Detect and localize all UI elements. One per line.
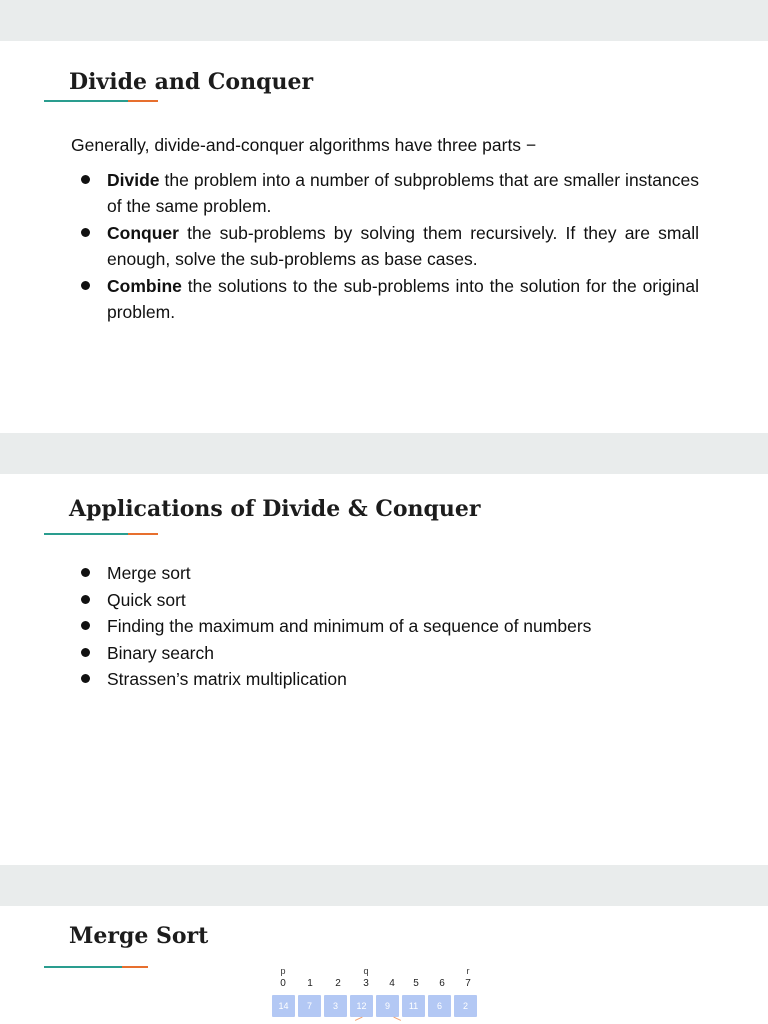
term-description: the sub-problems by solving them recursively. If they are small enough, solve the sub-problems as base cases. (107, 222, 699, 270)
slide-title: Divide and Conquer (69, 69, 314, 95)
array-index: 6 (439, 978, 445, 989)
term-divide: Divide (107, 170, 160, 190)
array-index: 7 (465, 978, 471, 989)
list-item (79, 587, 699, 614)
applications-list (79, 560, 699, 693)
list-item-divide (79, 167, 699, 220)
bullet-icon (81, 621, 90, 630)
pointer-label-p: p (280, 966, 286, 976)
array-cell: 12 (350, 995, 373, 1017)
term-description: the solutions to the sub-problems into the solution for the original problem. (107, 275, 699, 323)
array-cell: 9 (376, 995, 399, 1017)
list-item-label: Binary search (107, 642, 214, 663)
array-cell: 3 (324, 995, 347, 1017)
title-underline (44, 533, 158, 535)
slide-gap (0, 865, 768, 906)
array-index: 3 (363, 978, 369, 989)
underline-teal-segment (44, 100, 128, 102)
underline-orange-segment (128, 100, 158, 102)
slide-gap (0, 433, 768, 474)
array-index: 0 (280, 978, 286, 989)
list-item-label: Quick sort (107, 589, 186, 610)
list-item-label: Merge sort (107, 563, 191, 583)
term-description: the problem into a number of subproblems that are smaller instances of the same problem. (107, 170, 699, 217)
underline-teal-segment (44, 966, 122, 968)
list-item-label: Finding the maximum and minimum of a sequence of numbers (107, 616, 592, 636)
array-cell: 7 (298, 995, 321, 1017)
bullet-icon (81, 674, 90, 683)
intro-paragraph: Generally, divide-and-conquer algorithms have three parts − (71, 135, 537, 155)
list-item (79, 560, 699, 587)
list-item-combine (79, 273, 699, 326)
array-index: 5 (413, 978, 419, 989)
underline-orange-segment (122, 966, 148, 968)
term-combine: Combine (107, 275, 182, 296)
bullet-icon (81, 175, 90, 184)
bullet-icon (81, 595, 90, 604)
split-arrow-left (355, 1017, 365, 1024)
list-item-label: Strassen’s matrix multiplication (107, 669, 347, 689)
term-conquer: Conquer (107, 222, 179, 243)
pointer-label-r: r (466, 966, 470, 976)
list-item (79, 613, 699, 640)
slide-title: Merge Sort (69, 923, 209, 949)
bullet-icon (81, 568, 90, 577)
array-index: 1 (307, 978, 313, 989)
underline-teal-segment (44, 533, 128, 535)
list-item (79, 666, 699, 693)
array-cell: 6 (428, 995, 451, 1017)
array-cell: 14 (272, 995, 295, 1017)
title-underline (44, 100, 158, 102)
array-index: 2 (335, 978, 341, 989)
list-item (79, 640, 699, 667)
underline-orange-segment (128, 533, 158, 535)
list-item-conquer (79, 220, 699, 273)
parts-list (79, 167, 699, 325)
split-arrow-right (391, 1017, 401, 1024)
title-underline (44, 966, 148, 968)
slide-gap (0, 0, 768, 41)
slide-title: Applications of Divide & Conquer (69, 496, 481, 522)
bullet-icon (81, 648, 90, 657)
bullet-icon (81, 228, 90, 237)
pointer-label-q: q (363, 966, 369, 976)
array-index: 4 (389, 978, 395, 989)
bullet-icon (81, 281, 90, 290)
array-cell: 2 (454, 995, 477, 1017)
merge-sort-array-diagram (272, 966, 492, 1024)
array-cell: 11 (402, 995, 425, 1017)
